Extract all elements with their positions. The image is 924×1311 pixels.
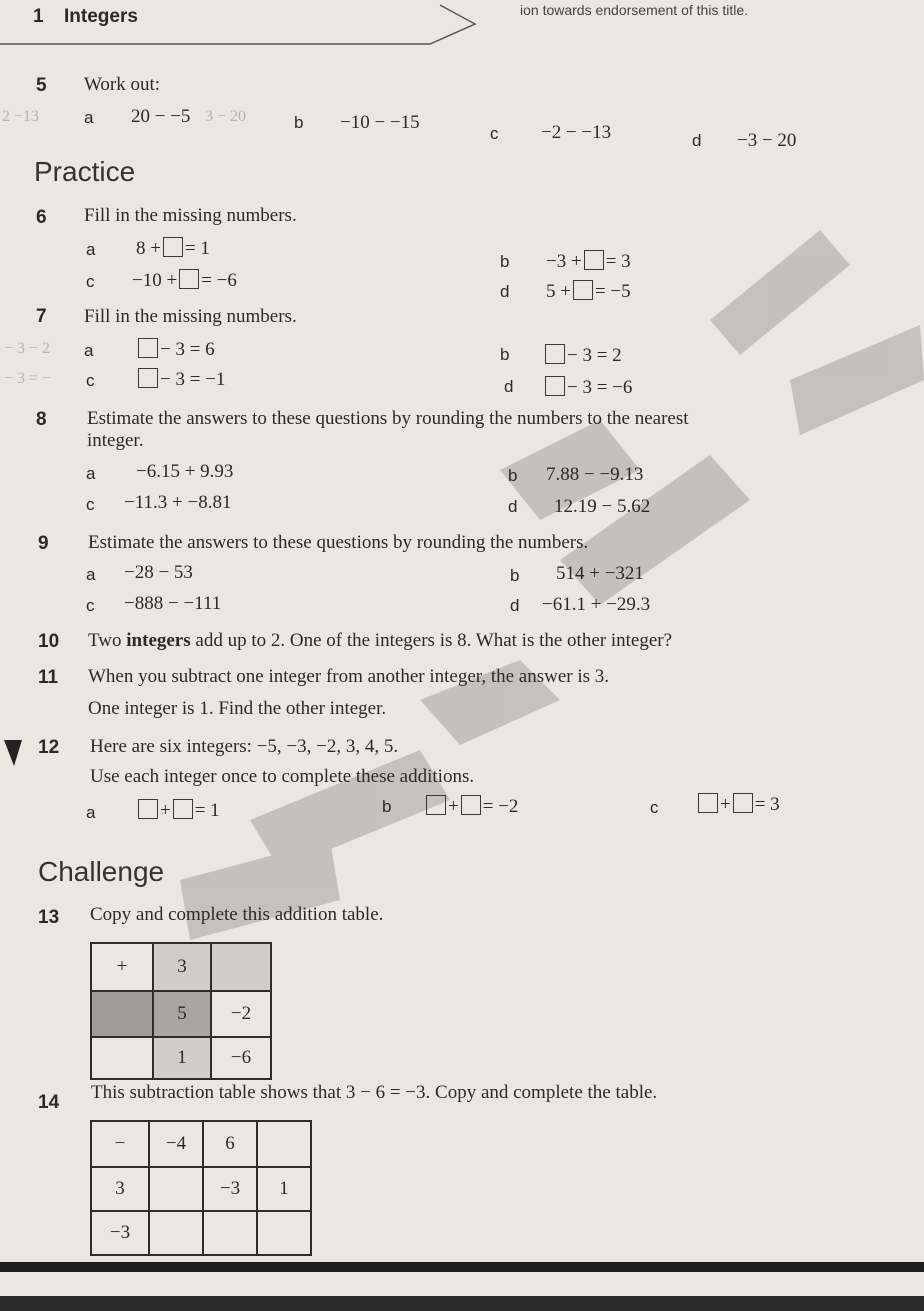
q5-prompt: Work out: <box>84 74 161 95</box>
q12-line2: Use each integer once to complete these additions. <box>90 766 475 787</box>
q8d-label: d <box>508 497 518 516</box>
q6a-left: 8 + <box>136 238 161 259</box>
q9c-expr: −888 − −111 <box>124 593 222 614</box>
q9d-expr: −61.1 + −29.3 <box>542 594 651 615</box>
q14-cell-2-0: −3 <box>91 1211 149 1255</box>
q13-cell-0-0: + <box>91 943 153 991</box>
chapter-number: 1 <box>33 6 44 27</box>
q5c-expr: −2 − −13 <box>541 122 612 143</box>
q14-cell-1-2: −3 <box>203 1167 257 1211</box>
practice-heading: Practice <box>34 156 136 187</box>
q13-cell-1-2: −2 <box>211 991 271 1037</box>
q7d-right: − 3 = −6 <box>567 377 633 398</box>
q7-prompt: Fill in the missing numbers. <box>84 306 297 327</box>
q12a-result: = 1 <box>194 800 220 821</box>
q12c-expr <box>696 793 780 816</box>
q5b-label: b <box>294 113 304 132</box>
q13-cell-2-2: −6 <box>211 1037 271 1079</box>
q10-text-bold: integers <box>126 630 191 651</box>
q8-prompt-line2: integer. <box>87 430 144 451</box>
q9b-label: b <box>510 566 520 585</box>
q13-cell-0-2[interactable] <box>211 943 271 991</box>
q11-line1: When you subtract one integer from another integer, the answer is 3. <box>88 666 610 687</box>
q6b-expr <box>546 250 631 273</box>
q7b-expr <box>543 344 622 367</box>
q7a-label: a <box>84 341 94 360</box>
q12a-expr <box>136 799 220 822</box>
q5c-label: c <box>490 124 499 143</box>
q14-cell-0-3[interactable] <box>257 1121 311 1167</box>
q6a-right: = 1 <box>184 238 210 259</box>
q12c-label: c <box>650 798 659 817</box>
q7b-answer-box[interactable] <box>545 344 565 364</box>
q6-prompt: Fill in the missing numbers. <box>84 205 297 226</box>
q10-text-post: add up to 2. One of the integers is 8. What is the other integer? <box>190 630 673 651</box>
q12a-plus: + <box>160 800 171 821</box>
q12b-box-1[interactable] <box>426 795 446 815</box>
q6a-expr <box>136 237 210 260</box>
q6c-expr <box>132 269 237 292</box>
q7c-label: c <box>86 371 95 390</box>
q12c-result: = 3 <box>754 794 780 815</box>
q12b-plus: + <box>448 796 459 817</box>
q7d-label: d <box>504 377 514 396</box>
q8c-expr: −11.3 + −8.81 <box>124 492 232 513</box>
q13-cell-2-0[interactable] <box>91 1037 153 1079</box>
q6b-answer-box[interactable] <box>584 250 604 270</box>
q12a-box-1[interactable] <box>138 799 158 819</box>
q6d-expr <box>546 280 631 303</box>
page-marker-icon <box>2 736 24 770</box>
q12-line1: Here are six integers: −5, −3, −2, 3, 4, 5. <box>90 736 399 757</box>
q13-cell-1-1: 5 <box>153 991 211 1037</box>
q6c-right: = −6 <box>201 270 237 291</box>
q9-prompt: Estimate the answers to these questions by rounding the numbers. <box>88 532 589 553</box>
q7d-answer-box[interactable] <box>545 376 565 396</box>
q6c-answer-box[interactable] <box>179 269 199 289</box>
q12b-label: b <box>382 797 392 816</box>
q7-margin-a: − 3 − 2 <box>4 340 51 357</box>
q7-margin-c: − 3 = − <box>4 370 52 387</box>
q7d-expr <box>543 376 632 399</box>
q6b-left: −3 + <box>546 251 582 272</box>
q7a-expr <box>136 338 215 361</box>
q5-number: 5 <box>36 75 47 96</box>
q14-cell-0-1: −4 <box>149 1121 203 1167</box>
q6d-right: = −5 <box>594 281 631 302</box>
q12b-box-2[interactable] <box>461 795 481 815</box>
q14-cell-0-2: 6 <box>203 1121 257 1167</box>
q9c-label: c <box>86 596 95 615</box>
q9a-label: a <box>86 565 96 584</box>
q12c-box-1[interactable] <box>698 793 718 813</box>
q11-line2: One integer is 1. Find the other integer. <box>88 698 387 719</box>
q12a-label: a <box>86 803 96 822</box>
q5a-note: 3 − 20 <box>205 108 247 125</box>
q5b-expr: −10 − −15 <box>340 112 420 133</box>
q14-cell-1-0: 3 <box>91 1167 149 1211</box>
q10-text <box>88 630 672 652</box>
q11-number: 11 <box>38 667 59 688</box>
q6b-label: b <box>500 252 510 271</box>
q8b-expr: 7.88 − −9.13 <box>546 464 644 485</box>
q9-number: 9 <box>38 533 49 554</box>
q13-prompt: Copy and complete this addition table. <box>90 904 384 925</box>
q5d-label: d <box>692 131 702 150</box>
q9b-expr: 514 + −321 <box>556 563 644 584</box>
page-bottom-edge <box>0 1296 924 1311</box>
q12c-plus: + <box>720 794 731 815</box>
q7b-label: b <box>500 345 510 364</box>
q7a-answer-box[interactable] <box>138 338 158 358</box>
q5a-label: a <box>84 108 94 127</box>
endorsement-note: ion towards endorsement of this title. <box>520 2 749 18</box>
q14-prompt: This subtraction table shows that 3 − 6 = −3. Copy and complete the table. <box>91 1082 658 1103</box>
q14-cell-1-3: 1 <box>257 1167 311 1211</box>
q13-cell-2-1: 1 <box>153 1037 211 1079</box>
q6b-right: = 3 <box>605 251 631 272</box>
q14-subtraction-table <box>90 1120 312 1256</box>
q8c-label: c <box>86 495 95 514</box>
q10-text-pre: Two <box>88 630 127 651</box>
q5-margin-note: 2 −13 <box>2 108 40 125</box>
q7a-right: − 3 = 6 <box>160 339 215 360</box>
q6c-left: −10 + <box>132 270 178 291</box>
q8-number: 8 <box>36 409 47 430</box>
q12a-box-2[interactable] <box>173 799 193 819</box>
q8-prompt-line1: Estimate the answers to these questions by rounding the numbers to the nearest <box>87 408 689 429</box>
q14-number: 14 <box>38 1092 60 1113</box>
background-edge <box>0 1262 924 1272</box>
challenge-heading: Challenge <box>38 856 165 887</box>
q13-cell-1-0[interactable] <box>91 991 153 1037</box>
q12-number: 12 <box>38 737 60 758</box>
q6-number: 6 <box>36 207 47 228</box>
q6a-answer-box[interactable] <box>163 237 183 257</box>
q6c-label: c <box>86 272 95 291</box>
q5d-expr: −3 − 20 <box>737 130 797 151</box>
q10-number: 10 <box>38 631 60 652</box>
q6d-label: d <box>500 282 510 301</box>
q8a-label: a <box>86 464 96 483</box>
q14-cell-1-1[interactable] <box>149 1167 203 1211</box>
q7c-answer-box[interactable] <box>138 368 158 388</box>
q13-number: 13 <box>38 907 60 928</box>
q9a-expr: −28 − 53 <box>124 562 193 583</box>
q6d-left: 5 + <box>546 281 571 302</box>
header-ribbon <box>0 0 924 60</box>
q14-cell-2-1[interactable] <box>149 1211 203 1255</box>
q7-number: 7 <box>36 306 47 327</box>
q14-cell-0-0: − <box>91 1121 149 1167</box>
q13-addition-table <box>90 942 272 1080</box>
q9d-label: d <box>510 596 520 615</box>
q8d-expr: 12.19 − 5.62 <box>554 496 651 517</box>
q8a-expr: −6.15 + 9.93 <box>136 461 234 482</box>
q6d-answer-box[interactable] <box>573 280 593 300</box>
q14-cell-2-2[interactable] <box>203 1211 257 1255</box>
q7b-right: − 3 = 2 <box>567 345 622 366</box>
q13-cell-0-1: 3 <box>153 943 211 991</box>
chapter-title: Integers <box>64 6 138 27</box>
q12c-box-2[interactable] <box>733 793 753 813</box>
q14-cell-2-3[interactable] <box>257 1211 311 1255</box>
q12b-result: = −2 <box>482 796 519 817</box>
q12b-expr <box>424 795 518 818</box>
q5a-expr: 20 − −5 <box>131 106 191 127</box>
q6a-label: a <box>86 240 96 259</box>
q7c-expr <box>136 368 225 391</box>
q8b-label: b <box>508 466 518 485</box>
q7c-right: − 3 = −1 <box>160 369 226 390</box>
